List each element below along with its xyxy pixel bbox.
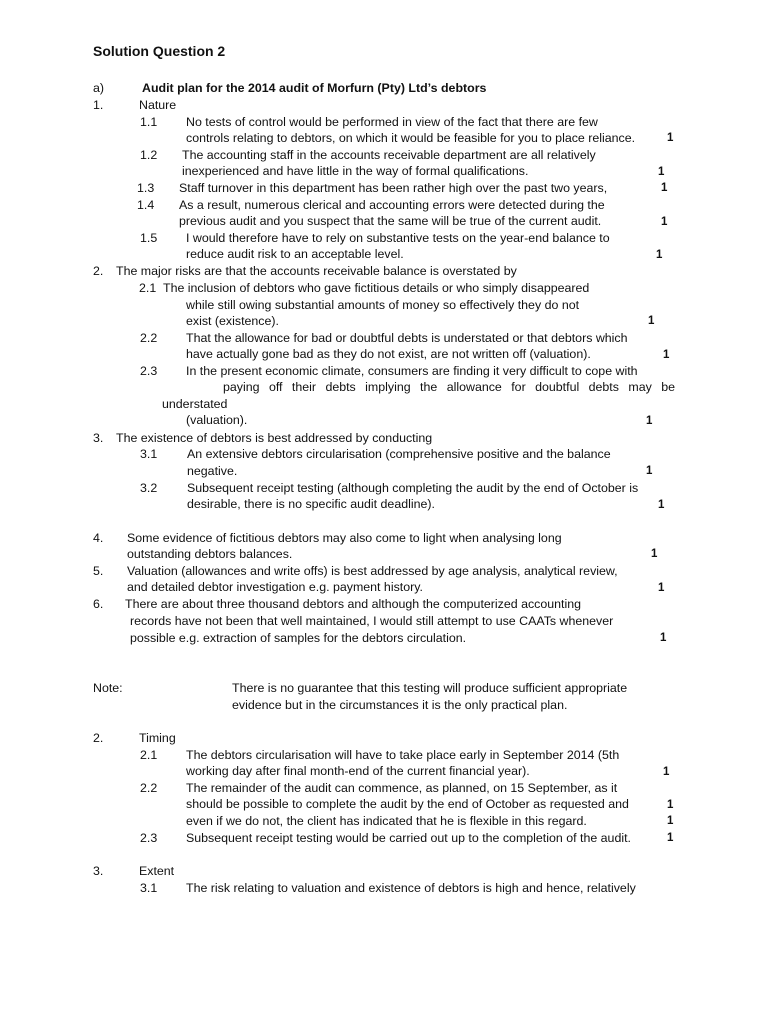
item-number: 2.1 [140, 748, 158, 762]
subsection-heading-timing: Timing [139, 731, 176, 745]
mark-value: 1 [646, 415, 653, 427]
list-number: 3. [93, 864, 104, 878]
mark-value: 1 [663, 349, 670, 361]
item-text-line: No tests of control would be performed in view of the fact that there are few [186, 115, 598, 129]
item-text-line: (valuation). [186, 413, 248, 427]
item-text-line: understated [162, 397, 228, 411]
subsection-heading-nature: Nature [139, 98, 177, 112]
mark-value: 1 [648, 315, 655, 327]
item-number: 2.3 [140, 831, 158, 845]
item-number: 1.3 [137, 181, 155, 195]
item-text-line: Subsequent receipt testing (although completing the audit by the end of October is [187, 481, 639, 495]
item-text-line: The debtors circularisation will have to take place early in September 2014 (5th [186, 748, 620, 762]
mark-value: 1 [656, 249, 663, 261]
item-text-line: In the present economic climate, consumers are finding it very difficult to cope with [186, 364, 638, 378]
item-text-line: The inclusion of debtors who gave fictitious details or who simply disappeared [163, 281, 590, 295]
item-number: 1.5 [140, 231, 158, 245]
mark-value: 1 [661, 182, 668, 194]
item-text-line: inexperienced and have little in the way of formal qualifications. [182, 164, 529, 178]
mark-value: 1 [667, 799, 674, 811]
item-number: 2.2 [140, 781, 158, 795]
list-number: 2. [93, 731, 104, 745]
item-text-line: An extensive debtors circularisation (comprehensive positive and the balance [187, 447, 611, 461]
item-number: 3.1 [140, 447, 158, 461]
list-number: 1. [93, 98, 104, 112]
mark-value: 1 [660, 632, 667, 644]
item-text-line: should be possible to complete the audit by the end of October as requested and [186, 797, 629, 811]
item-text-line: negative. [187, 464, 238, 478]
item-text-line: There are about three thousand debtors and although the computerized accounting [125, 597, 582, 611]
section-heading: Audit plan for the 2014 audit of Morfurn (Pty) Ltd’s debtors [142, 81, 487, 95]
item-number: 1.2 [140, 148, 158, 162]
item-number: 2.2 [140, 331, 158, 345]
list-number: 6. [93, 597, 104, 611]
item-text-line: while still owing substantial amounts of money so effectively they do not [186, 298, 580, 312]
item-text-line: Subsequent receipt testing would be carried out up to the completion of the audit. [186, 831, 631, 845]
list-number: 4. [93, 531, 104, 545]
section-label: a) [93, 81, 105, 95]
item-text-line: The remainder of the audit can commence, as planned, on 15 September, as it [186, 781, 618, 795]
mark-value: 1 [658, 166, 665, 178]
item-text-line: possible e.g. extraction of samples for the debtors circulation. [130, 631, 467, 645]
item-text-line: The accounting staff in the accounts receivable department are all relatively [182, 148, 596, 162]
mark-value: 1 [658, 582, 665, 594]
item-text-line: reduce audit risk to an acceptable level. [186, 247, 404, 261]
item-text-line: Some evidence of fictitious debtors may also come to light when analysing long [127, 531, 562, 545]
item-text-line: records have not been that well maintained, I would still attempt to use CAATs whenever [130, 614, 614, 628]
list-number: 3. [93, 431, 104, 445]
mark-value: 1 [663, 766, 670, 778]
mark-value: 1 [651, 548, 658, 560]
item-text-line: I would therefore have to rely on substantive tests on the year-end balance to [186, 231, 610, 245]
subsection-heading-existence: The existence of debtors is best addressed by conducting [116, 431, 433, 445]
note-text-line: evidence but in the circumstances it is the only practical plan. [232, 698, 568, 712]
item-text-line: That the allowance for bad or doubtful debts is understated or that debtors which [186, 331, 628, 345]
item-number: 1.4 [137, 198, 155, 212]
mark-value: 1 [667, 832, 674, 844]
subsection-heading-risks: The major risks are that the accounts receivable balance is overstated by [116, 264, 517, 278]
item-number: 2.1 [139, 281, 157, 295]
item-text-line: have actually gone bad as they do not exist, are not written off (valuation). [186, 347, 591, 361]
item-text-line: outstanding debtors balances. [127, 547, 293, 561]
item-text-line: working day after final month-end of the current financial year). [186, 764, 530, 778]
mark-value: 1 [667, 815, 674, 827]
document-title: Solution Question 2 [93, 43, 226, 59]
item-number: 2.3 [140, 364, 158, 378]
mark-value: 1 [661, 216, 668, 228]
item-text-line: and detailed debtor investigation e.g. payment history. [127, 580, 423, 594]
mark-value: 1 [658, 499, 665, 511]
list-number: 2. [93, 264, 104, 278]
item-text-line: Valuation (allowances and write offs) is best addressed by age analysis, analytical review, [127, 564, 618, 578]
item-text-line: As a result, numerous clerical and accounting errors were detected during the [179, 198, 605, 212]
item-number: 3.1 [140, 881, 158, 895]
mark-value: 1 [667, 132, 674, 144]
list-number: 5. [93, 564, 104, 578]
item-text-line: previous audit and you suspect that the same will be true of the current audit. [179, 214, 602, 228]
item-number: 1.1 [140, 115, 158, 129]
item-text-line: Staff turnover in this department has been rather high over the past two years, [179, 181, 608, 195]
item-text-line: desirable, there is no specific audit deadline). [187, 497, 435, 511]
item-text-line: even if we do not, the client has indicated that he is flexible in this regard. [186, 814, 587, 828]
note-text-line: There is no guarantee that this testing will produce sufficient appropriate [232, 681, 628, 695]
item-text-line: paying off their debts implying the allowance for doubtful debts may be [223, 380, 675, 394]
note-label: Note: [93, 681, 123, 695]
subsection-heading-extent: Extent [139, 864, 175, 878]
item-text-line: controls relating to debtors, on which it would be feasible for you to place reliance. [186, 131, 636, 145]
item-text-line: The risk relating to valuation and existence of debtors is high and hence, relatively [186, 881, 636, 895]
item-number: 3.2 [140, 481, 158, 495]
mark-value: 1 [646, 465, 653, 477]
item-text-line: exist (existence). [186, 314, 279, 328]
